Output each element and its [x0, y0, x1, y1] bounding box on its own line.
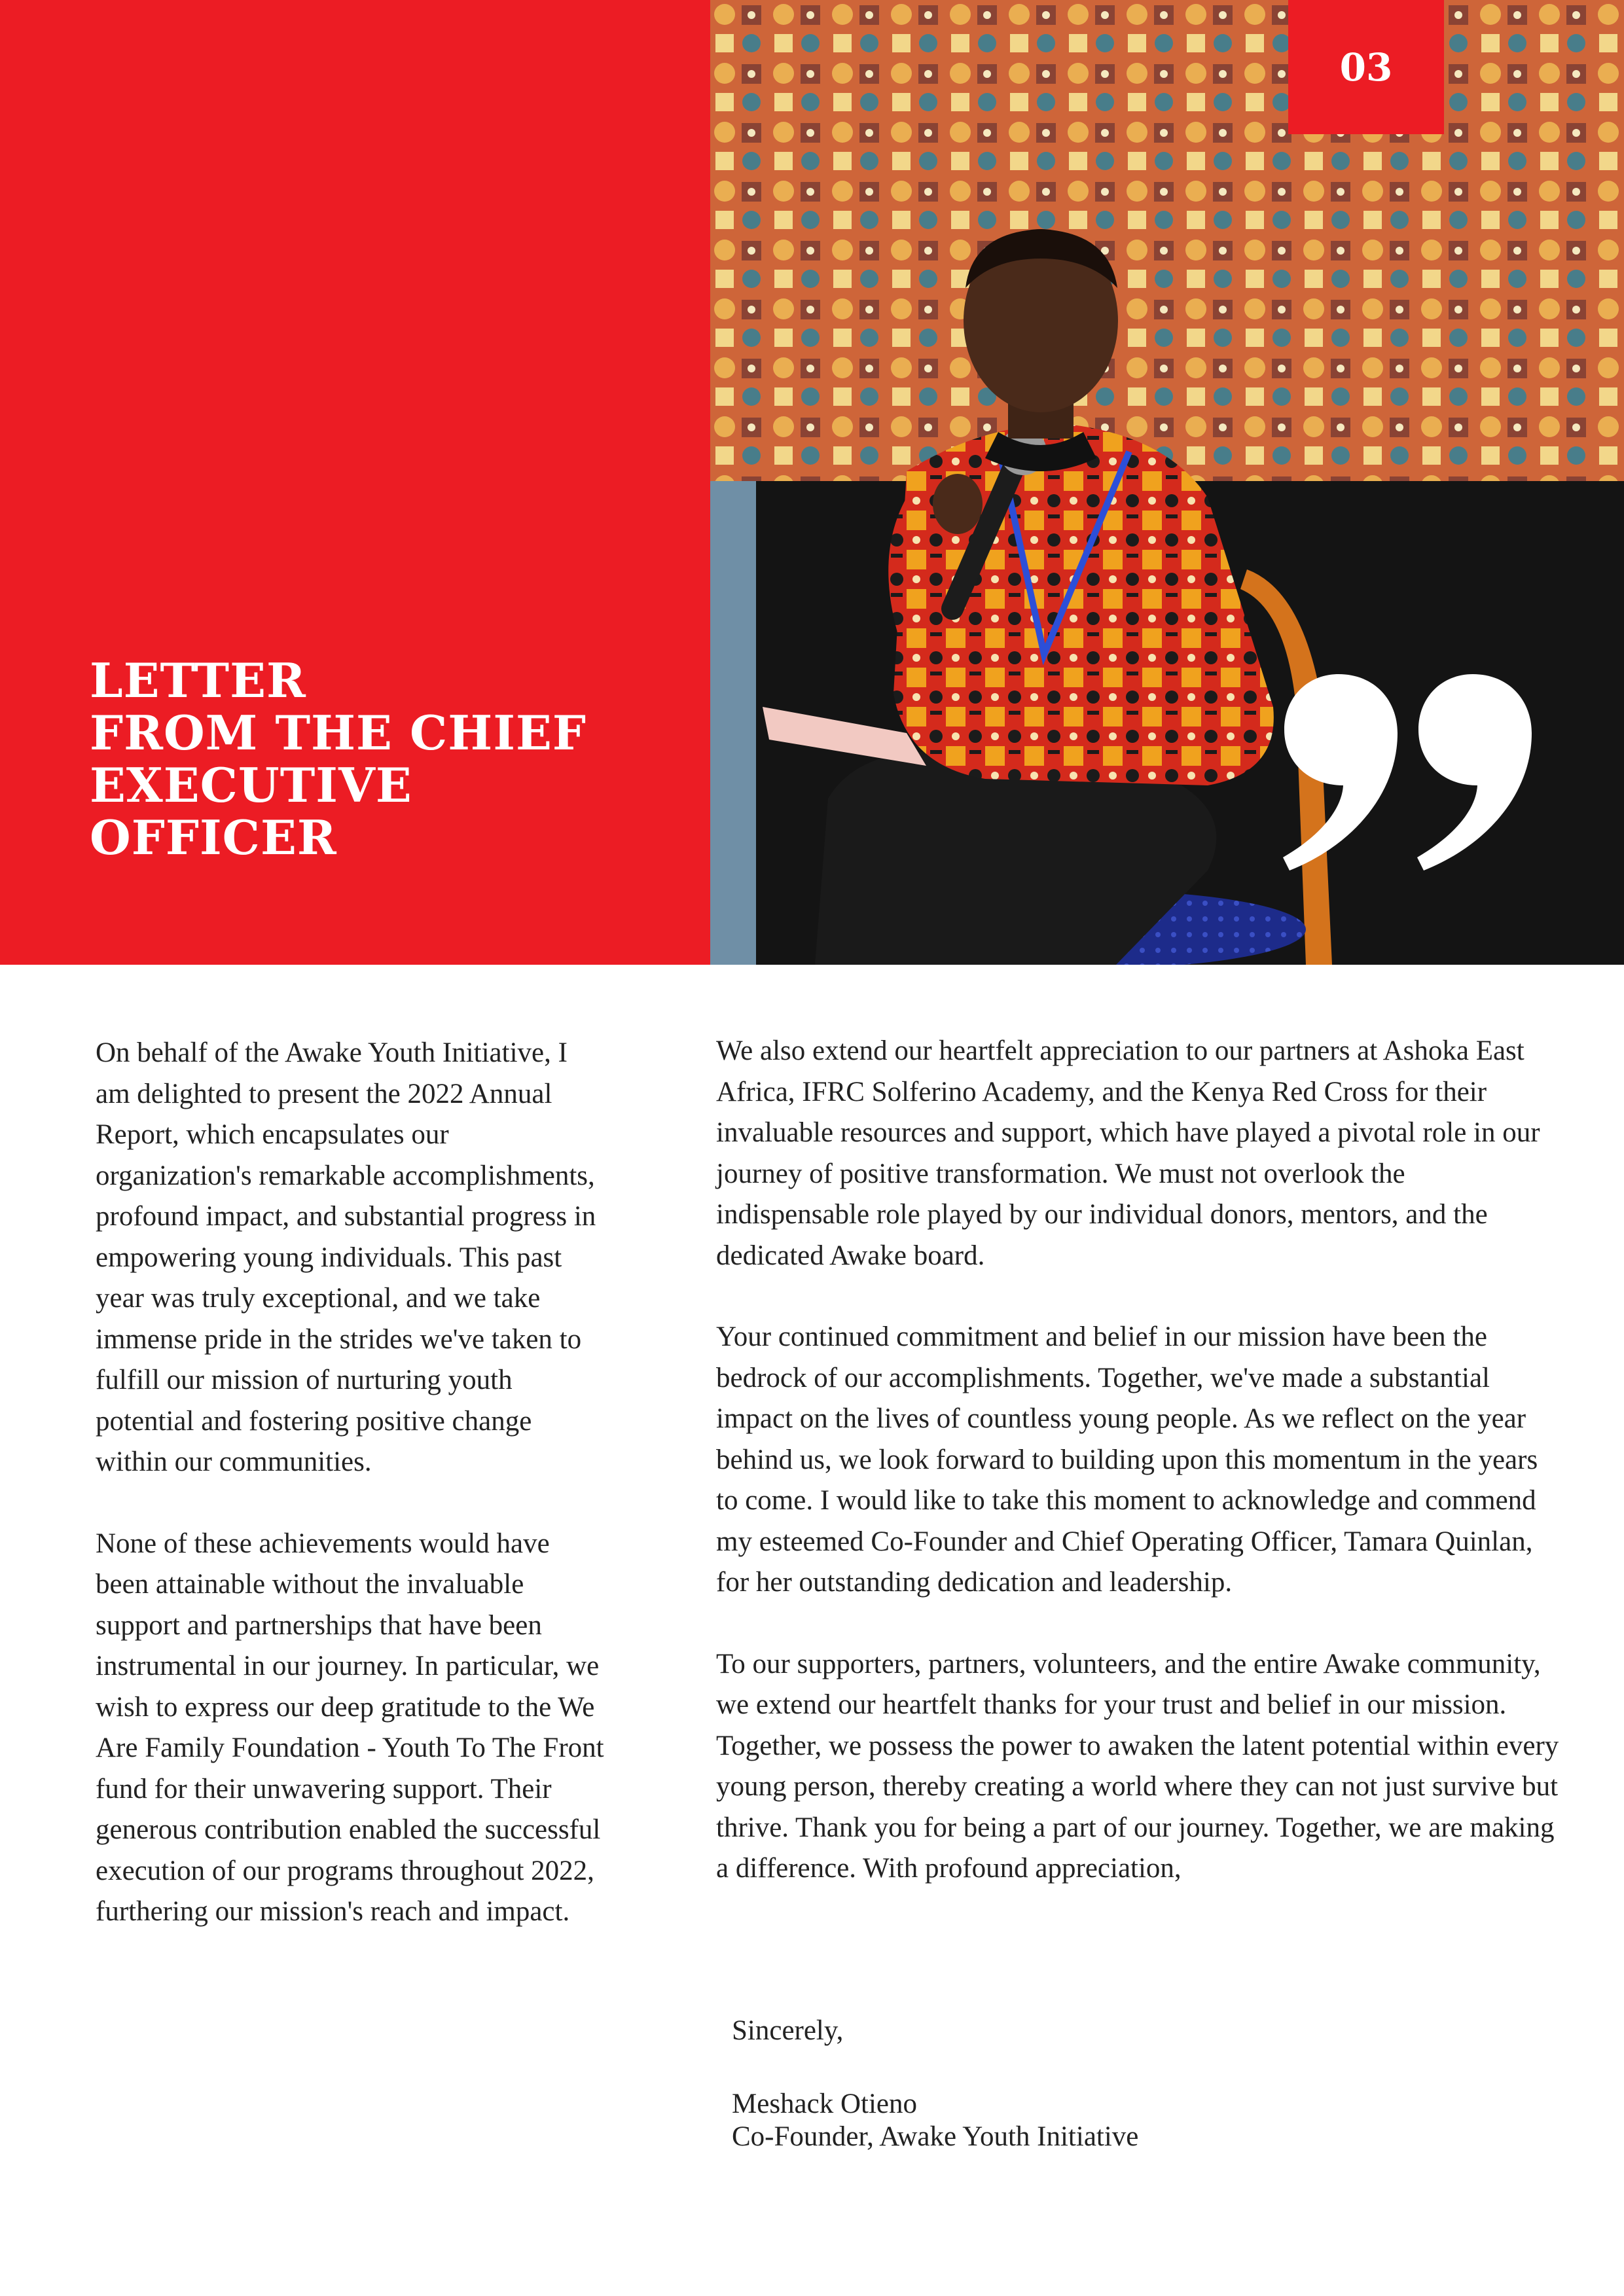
closing-quote-icon	[1270, 661, 1545, 877]
page-number-badge: 03	[1288, 0, 1444, 134]
title-panel	[0, 0, 710, 965]
title-line: LETTER	[90, 653, 306, 708]
letter-paragraph: Your continued commitment and belief in our mission have been the bedrock of our accomplishments. Together, we've made a substantial impact on the lives of countless young people. As we reflect on the year behind us, we look forward to building upon this momentum in the years to come. I would like to take this moment to acknowledge and commend my esteemed Co-Founder and Chief Operating Officer, Tamara Quinlan, for her outstanding dedication and leadership.	[716, 1321, 1538, 1598]
title-line: OFFICER	[90, 810, 337, 865]
letter-paragraph: None of these achievements would have been attainable without the invaluable support and partnerships that have been instrumental in our journey. In particular, we wish to express our deep gratitude to the We Are Family Foundation - Youth To The Front fund for their unwavering support. Their generous contribution enabled the successful execution of our programs throughout 2022, furthering our mission's reach and impact.	[96, 1528, 604, 1927]
letter-right-column	[716, 1031, 1561, 1890]
letter-paragraph: To our supporters, partners, volunteers, and the entire Awake community, we extend our heartfelt thanks for your trust and belief in our mission. Together, we possess the power to awaken the latent potential within every young person, thereby creating a world where they can not just survive but thrive. Thank you for being a part of our journey. Together, we are making a difference. With profound appreciation,	[716, 1648, 1559, 1884]
title-line: EXECUTIVE	[90, 757, 412, 813]
closing-salutation: Sincerely,	[732, 2015, 844, 2046]
signer-name: Meshack Otieno	[732, 2089, 918, 2119]
signer-title: Co-Founder, Awake Youth Initiative	[732, 2121, 1139, 2152]
page-title	[90, 655, 586, 864]
letter-paragraph: On behalf of the Awake Youth Initiative, I am delighted to present the 2022 Annual Report, which encapsulates our organization's remarkable accomplishments, profound impact, and substantial progress in empowering young individuals. This past year was truly exceptional, and we take immense pride in the strides we've taken to fulfill our mission of nurturing youth potential and fostering positive change within our communities.	[96, 1037, 596, 1477]
hero-banner	[0, 0, 1624, 965]
letter-left-column	[96, 1033, 606, 1933]
signature-block	[732, 2015, 1138, 2153]
letter-paragraph: We also extend our heartfelt appreciation to our partners at Ashoka East Africa, IFRC Solferino Academy, and the Kenya Red Cross for their invaluable resources and support, which have played a pivotal role in our journey of positive transformation. We must not overlook the indispensable role played by our individual donors, mentors, and the dedicated Awake board.	[716, 1035, 1540, 1271]
title-line: FROM THE CHIEF	[90, 705, 586, 761]
